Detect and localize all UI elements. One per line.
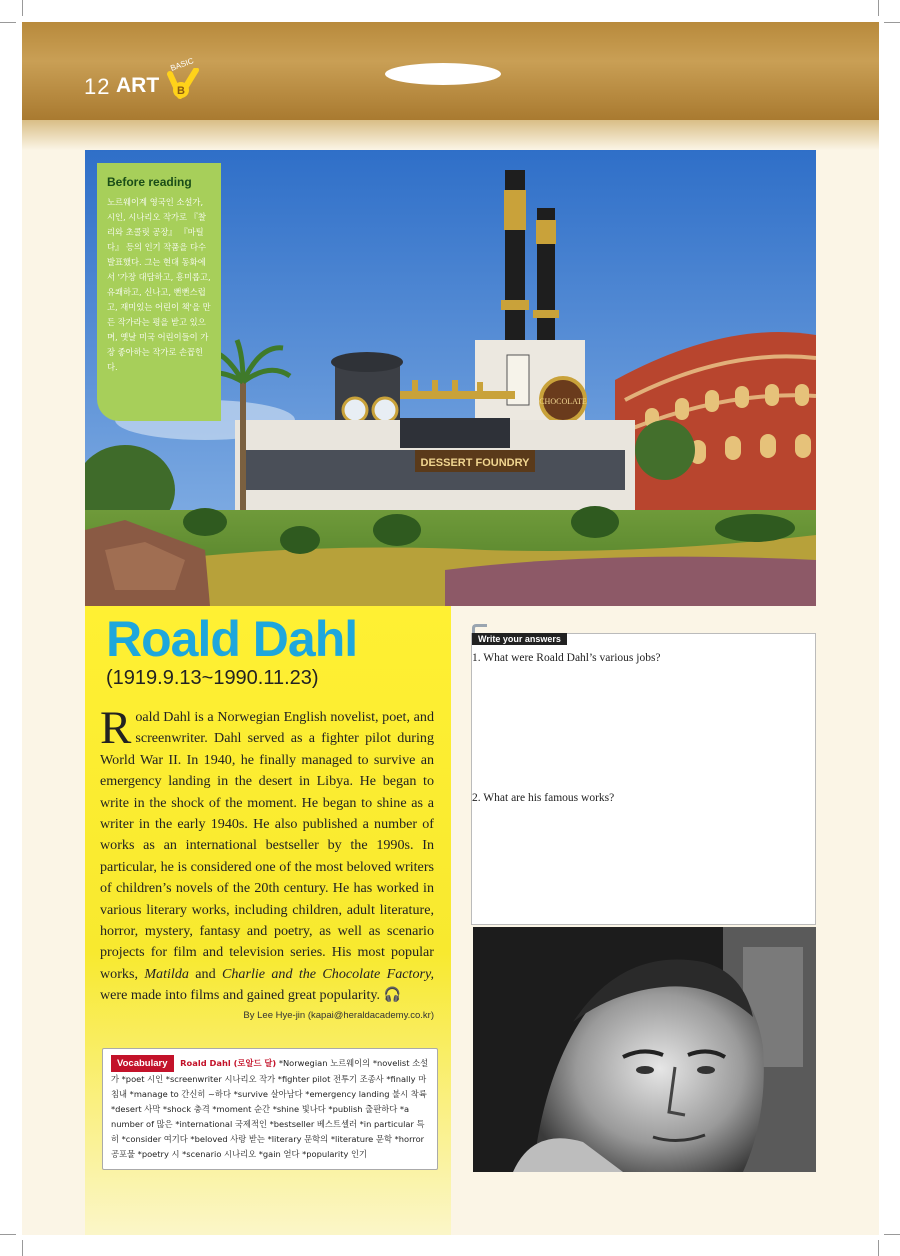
crop-mark	[884, 22, 900, 23]
crop-mark	[0, 1234, 16, 1235]
crop-mark	[0, 22, 16, 23]
question-2: 2. What are his famous works?	[472, 792, 615, 804]
badge-letter: B	[177, 85, 185, 97]
author-portrait	[473, 927, 816, 1172]
page-number: 12	[84, 74, 111, 99]
svg-text:DESSERT FOUNDRY: DESSERT FOUNDRY	[420, 457, 530, 469]
vocabulary-tag: Vocabulary	[111, 1055, 174, 1072]
vocabulary-text: *Norwegian 노르웨이의 *novelist 소설가 *poet 시인 *screenwriter 시나리오 작가 *fighter pilot 전투기 조종사 *finally 마침내 *manage to 간신히 ~하다 *survive 살아남다 *emergency landing 불시 착륙 *desert 사막 *shock 충격 *moment 순간 *shine 빛나다 *publish 출판하다 *a number of 많은 *international 국제적인 *bestseller 베스트셀러 *in particular 특히 *consider 여기다 *beloved 사랑 받는 *literary 문학의 *literature 문학 *horror 공포물 *poetry 시 *scenario 시나리오 *gain 얻다 *popularity 인기	[111, 1058, 429, 1159]
byline: By Lee Hye-jin (kapai@heraldacademy.co.kr)	[243, 1010, 434, 1021]
page	[22, 22, 879, 1235]
conjunction: and	[195, 965, 216, 982]
work-title: Charlie and the Chocolate Factory,	[221, 965, 434, 982]
before-reading-text: 노르웨이계 영국인 소설가, 시인, 시나리오 작가로 『찰리와 초콜릿 공장』 『마틸다』 등의 인기 작품을 다수 발표했다. 그는 현대 동화에서 '가장 대담하고, 흥미롭고, 유쾌하고, 신나고, 뻔뻔스럽고, 재미있는 어린이 책'을 만든 작가라는 평을 받고 있으며, 옛날 미국 어린이들이 가장 좋아하는 작가로 손꼽힌다.	[107, 197, 211, 372]
body-text: oald Dahl is a Norwegian English novelist, poet, and screenwriter. Dahl served as a fighter pilot during World War II. In 1940, he finally managed to survive an emergency landing in the desert in Libya. He began to write in the shock of the moment. He began to shine as a writer in the early 1940s. He also published a number of works as an international bestseller by the 1990s. In particular, he is considered one of the most beloved writers of children’s novels of the 20th century. He has worked in various literary works, including children, adult literature, horror, mystery, fantasy and poetry, as well as scenario projects for film and television series. His most popular works,	[100, 709, 434, 982]
drop-cap: R	[100, 702, 132, 754]
section-label: ART	[116, 74, 160, 97]
body-text-end: were made into films and gained great popularity.	[100, 987, 381, 1004]
headphones-icon[interactable]: 🎧	[383, 987, 402, 1004]
work-title: Matilda	[144, 965, 189, 982]
badge-word: BASIC	[169, 56, 195, 73]
svg-text:CHOCOLATE: CHOCOLATE	[539, 397, 587, 406]
article-dates: (1919.9.13~1990.11.23)	[106, 667, 319, 689]
crop-mark	[884, 1234, 900, 1235]
crop-mark	[22, 0, 23, 16]
article-title: Roald Dahl	[106, 611, 358, 667]
crop-mark	[878, 0, 879, 16]
vocabulary-head: Roald Dahl (로알드 달)	[180, 1058, 277, 1068]
crop-mark	[878, 1240, 879, 1256]
header-fade	[22, 120, 879, 150]
answers-tag: Write your answers	[472, 633, 567, 645]
check-b-icon	[164, 68, 200, 102]
basic-badge	[164, 56, 204, 104]
question-1: 1. What were Roald Dahl’s various jobs?	[472, 652, 661, 664]
vocabulary-box	[102, 1048, 438, 1170]
crop-mark	[22, 1240, 23, 1256]
before-reading-title: Before reading	[107, 175, 192, 189]
before-reading-box	[97, 163, 221, 421]
header-oval	[385, 63, 501, 85]
article-body	[100, 702, 434, 1007]
answers-box[interactable]	[471, 633, 816, 925]
